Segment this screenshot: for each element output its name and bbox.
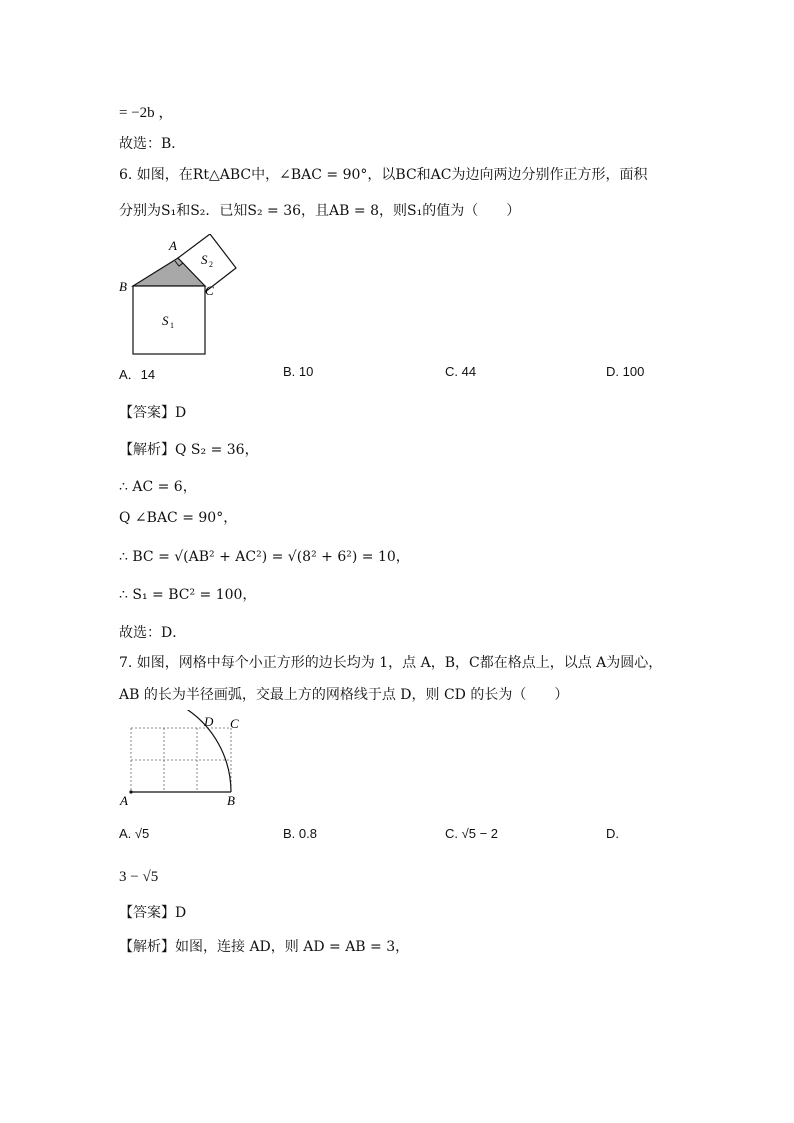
q6-solution-1 bbox=[119, 441, 259, 459]
q7-option-d[interactable]: D. bbox=[606, 826, 619, 841]
q6-solution-2 bbox=[119, 478, 197, 496]
q7-option-c[interactable]: C. √5 − 2 bbox=[445, 826, 499, 841]
q6-solution-6-text: 故选：D． bbox=[119, 625, 187, 641]
q6-stem-line-1 bbox=[119, 166, 647, 184]
q7-stem-2: AB 的长为半径画弧，交最上方的网格线于点 D，则 CD 的长为（ ） bbox=[119, 687, 569, 703]
q6-stem-line-2 bbox=[119, 202, 520, 220]
q7-stem-line-2 bbox=[119, 686, 568, 704]
q7-solution bbox=[119, 938, 409, 956]
q6-answer bbox=[119, 404, 186, 422]
q6-label-c: C bbox=[205, 283, 214, 298]
q6-stem-2: 分别为S₁和S₂．已知S₂ = 36，且AB = 8，则S₁的值为（ ） bbox=[119, 203, 521, 219]
q7-stem-line-1 bbox=[119, 654, 662, 672]
q6-option-d[interactable]: D. 100 bbox=[606, 364, 645, 379]
q7-solution-text: 【解析】如图，连接 AD，则 AD = AB = 3， bbox=[119, 939, 410, 955]
prev-line-1-text: = −2b ， bbox=[119, 105, 174, 121]
q6-solution-2-text: ∴ AC = 6， bbox=[119, 479, 197, 495]
q7-option-b[interactable]: B. 0.8 bbox=[283, 826, 317, 841]
q6-option-a[interactable]: A．14 bbox=[119, 367, 156, 382]
q6-label-a: A bbox=[169, 238, 177, 253]
q6-label-s1-sub: 1 bbox=[170, 321, 174, 330]
prev-line-1 bbox=[119, 104, 173, 122]
q7-figure bbox=[115, 710, 255, 810]
q6-solution-3-text: Q ∠BAC = 90°， bbox=[119, 510, 238, 526]
q7-option-d-value[interactable] bbox=[119, 868, 158, 886]
prev-line-2 bbox=[119, 135, 185, 153]
q6-label-s2-sub: 2 bbox=[209, 260, 213, 269]
q6-solution-4 bbox=[119, 548, 410, 566]
q6-solution-1-text: 【解析】Q S₂ = 36， bbox=[119, 442, 259, 458]
q7-stem-1: 7. 如图，网格中每个小正方形的边长均为 1，点 A，B，C都在格点上，以点 A为圆心， bbox=[119, 655, 663, 671]
q6-stem-1: 6. 如图，在Rt△ABC中，∠BAC = 90°，以BC和AC为边向两边分别作正方形，面积 bbox=[119, 167, 648, 183]
q6-label-b: B bbox=[119, 279, 127, 294]
q7-point-a bbox=[129, 790, 132, 793]
q6-solution-3 bbox=[119, 509, 237, 527]
q6-solution-6 bbox=[119, 624, 186, 642]
q7-answer-text: 【答案】D bbox=[119, 905, 187, 921]
q7-label-a: A bbox=[120, 793, 128, 808]
q7-answer bbox=[119, 904, 186, 922]
q6-option-c[interactable]: C. 44 bbox=[445, 364, 477, 379]
q7-label-d: D bbox=[204, 714, 214, 729]
q7-label-b: B bbox=[227, 793, 235, 808]
q7-label-c: C bbox=[230, 716, 239, 731]
q6-answer-text: 【答案】D bbox=[119, 405, 187, 421]
q6-option-b[interactable]: B. 10 bbox=[283, 364, 314, 379]
q7-option-a[interactable]: A. √5 bbox=[119, 826, 150, 841]
q6-label-s2: S bbox=[201, 252, 208, 267]
q6-solution-4-text: ∴ BC = √(AB² + AC²) = √(8² + 6²) = 10， bbox=[119, 549, 410, 565]
q6-label-s1: S bbox=[162, 313, 169, 328]
q6-square-s1 bbox=[133, 286, 205, 354]
q6-solution-5 bbox=[119, 586, 256, 604]
q7-option-d-value-text: 3 − √5 bbox=[119, 869, 159, 885]
q6-solution-5-text: ∴ S₁ = BC² = 100， bbox=[119, 587, 257, 603]
prev-line-2-text: 故选：B． bbox=[119, 136, 186, 152]
q6-figure bbox=[115, 234, 245, 359]
